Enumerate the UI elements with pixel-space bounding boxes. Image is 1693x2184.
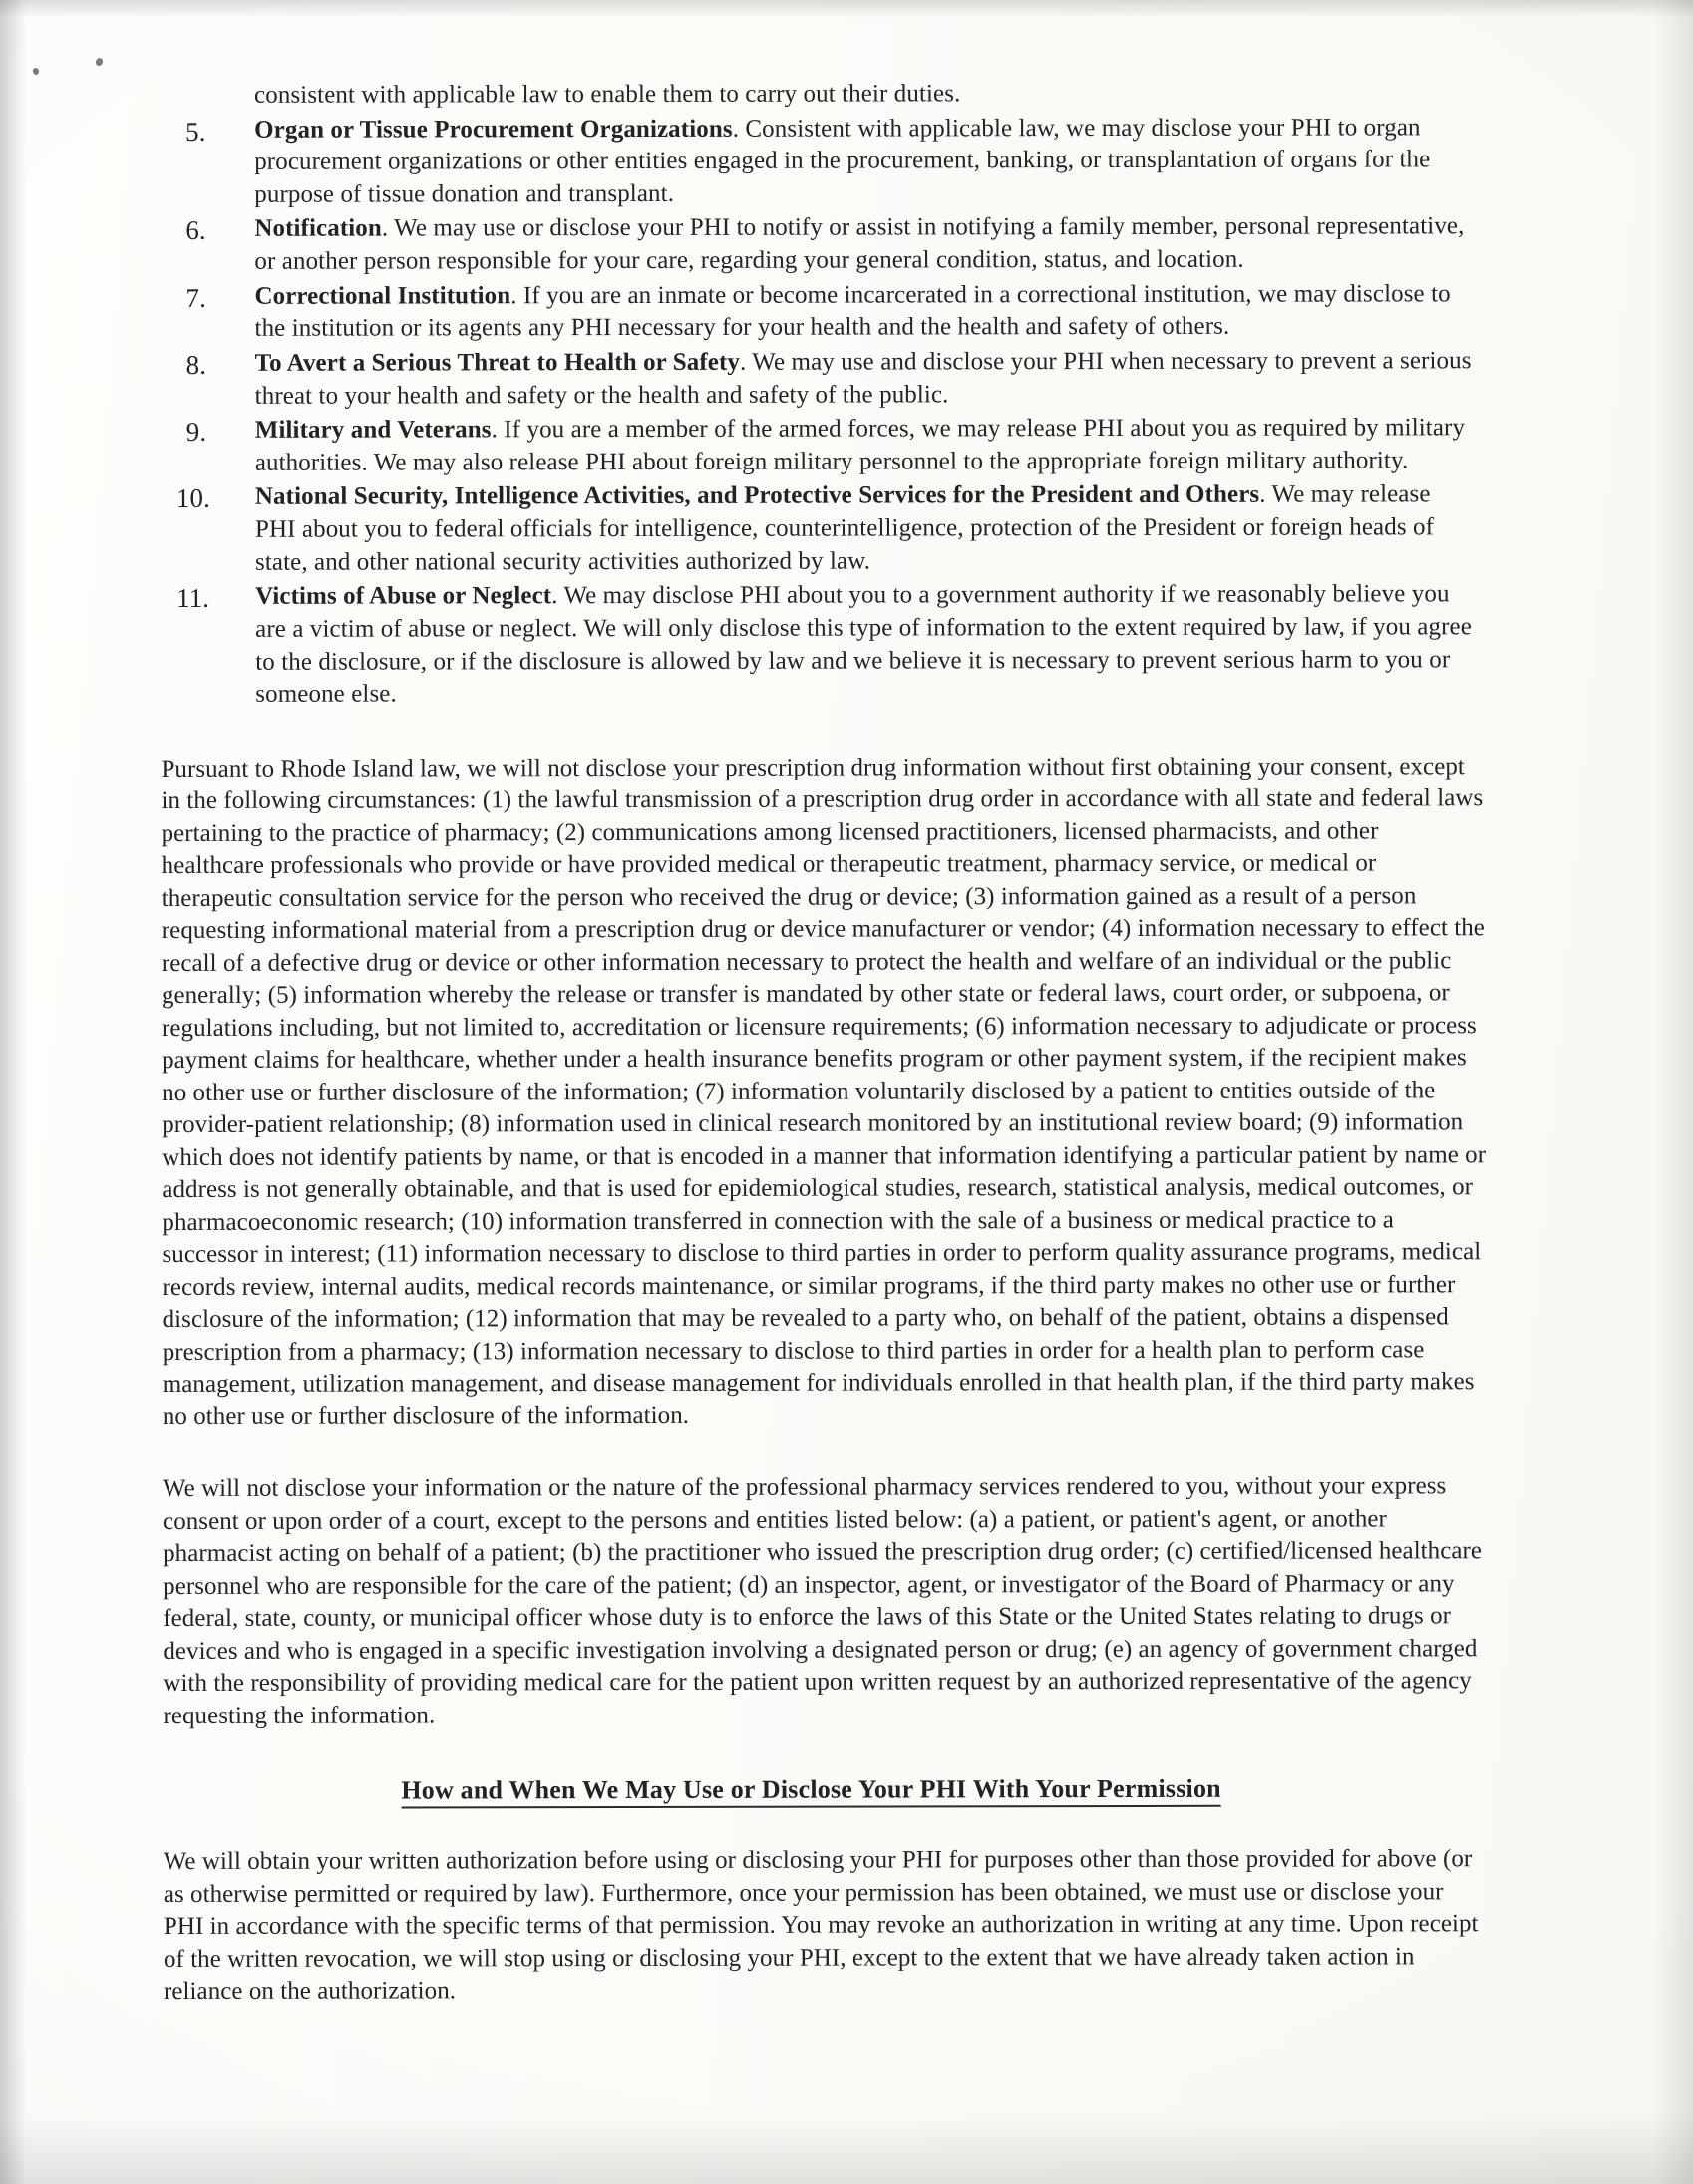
list-item (161, 479, 1477, 580)
list-item-text: . If you are a member of the armed forces, we may release PHI about you as required by military authorities. We may also release PHI about foreign military personnel to the appropriate foreign military authority. (254, 414, 1466, 476)
list-item (161, 578, 1477, 711)
list-item-text: . We may release PHI about you to federal officials for intelligence, counterintelligence, protection of the President or foreign heads of state, and other national security activities authorized by law. (254, 480, 1435, 576)
continued-sentence-from-previous-page: consistent with applicable law to enable them to carry out their duties. (254, 80, 961, 109)
list-item (160, 278, 1476, 346)
list-item-number: 8. (185, 349, 207, 380)
scan-artifact-speck (32, 67, 40, 76)
scan-edge-shadow-top (0, 0, 1693, 18)
list-item (160, 112, 1476, 212)
list-item (160, 211, 1476, 279)
list-item-number: 5. (185, 116, 206, 147)
list-item-number: 10. (175, 483, 210, 514)
list-item-number: 6. (185, 215, 206, 246)
document-body (160, 77, 1539, 2009)
section-heading (164, 1774, 1460, 1807)
list-item-text: . We may disclose PHI about you to a government authority if we reasonably believe you are a victim of abuse or neglect. We will only disclose this type of information to the extent required by law, if you agree to the disclosure, or if the disclosure is allowed by law and we believe it is necessary to prevent serious harm to you or someone else. (255, 580, 1472, 708)
scan-edge-shadow-right (1653, 0, 1693, 2184)
list-item-number: 7. (185, 282, 206, 313)
list-item-term: National Security, Intelligence Activities, and Protective Services for the President and Others (254, 481, 1260, 511)
pharmacy-services-disclosure-paragraph: We will not disclose your information or the nature of the professional pharmacy services rendered to you, without your express consent or upon order of a court, except to the persons and entities listed below: (a) a patient, or patient's agent, or another pharmacist acting on behalf of a patient; (b) the practitioner who issued the prescription drug order; (c) certified/licensed healthcare personnel who are responsible for the care of the patient; (d) an inspector, agent, or investigator of the Board of Pharmacy or any federal, state, county, or municipal officer whose duty is to enforce the laws of this State or the United States relating to drugs or devices and who is engaged in a specific investigation involving a designated person or drug; (e) an agency of government charged with the responsibility of providing medical care for the patient upon written request by an authorized representative of the agency requesting the information. (162, 1472, 1483, 1729)
list-item-text: . Consistent with applicable law, we may disclose your PHI to organ procurement organizations or other entities engaged in the procurement, banking, or transplantation of organs for the purpose of tissue donation and transplant. (254, 113, 1431, 208)
scan-edge-shadow-bottom (0, 2114, 1693, 2184)
list-item-term: Notification (254, 214, 382, 243)
list-item-term: To Avert a Serious Threat to Health or Safety (254, 348, 741, 377)
scan-artifact-speck (95, 57, 105, 67)
list-item-term: Victims of Abuse or Neglect (255, 582, 552, 611)
list-item-term: Organ or Tissue Procurement Organizations (254, 115, 733, 144)
written-authorization-paragraph: We will obtain your written authorization before using or disclosing your PHI for purposes other than those provided for above (or as otherwise permitted or required by law). Furthermore, once your permission has been obtained, we must use or disclose your PHI in accordance with the specific terms of that permission. You may revoke an authorization in writing at any time. Upon receipt of the written revocation, we will stop using or disclosing your PHI, except to the extent that we have already taken action in reliance on the authorization. (163, 1845, 1479, 2006)
permitted-disclosures-list (160, 112, 1477, 712)
list-item-number: 9. (185, 417, 207, 448)
list-item-text: . We may use and disclose your PHI when necessary to prevent a serious threat to your health and safety or the health and safety of the public. (254, 347, 1472, 410)
list-item-text: . If you are an inmate or become incarcerated in a correctional institution, we may disclose to the institution or its agents any PHI necessary for your health and the health and safety of others. (254, 279, 1451, 343)
list-item (161, 345, 1477, 413)
list-item-term: Military and Veterans (254, 416, 492, 444)
list-item-number: 11. (176, 583, 210, 614)
list-item-term: Correctional Institution (254, 281, 511, 310)
rhode-island-prescription-drug-paragraph: Pursuant to Rhode Island law, we will not disclose your prescription drug information without first obtaining your consent, except in the following circumstances: (1) the lawful transmission of a prescription drug order in accordance with all state and federal laws pertaining to the practice of pharmacy; (2) communications among licensed practitioners, licensed pharmacists, and other healthcare professionals who provide or have provided medical or therapeutic treatment, pharmacy service, or medical or therapeutic consultation service for the person who received the drug or device; (3) information gained as a result of a person requesting informational material from a prescription drug or device manufacturer or vendor; (4) information necessary to effect the recall of a defective drug or device or other information necessary to protect the health and welfare of an individual or the public generally; (5) information whereby the release or transfer is mandated by other state or federal laws, court order, or subpoena, or regulations including, but not limited to, accreditation or licensure requirements; (6) information necessary to adjudicate or process payment claims for healthcare, whether under a health insurance benefits program or other payment system, if the recipient makes no other use or further disclosure of the information; (7) information voluntarily disclosed by a patient to entities outside of the provider-patient relationship; (8) information used in clinical research monitored by an institutional review board; (9) information which does not identify patients by name, or that is encoded in a manner that information identifying a particular patient by name or address is not generally obtainable, and that is used for epidemiological studies, research, statistical analysis, medical outcomes, or pharmacoeconomic research; (10) information transferred in connection with the sale of a business or medical practice to a successor in interest; (11) information necessary to disclose to third parties in order to perform quality assurance programs, medical records review, internal audits, medical records maintenance, or similar programs, if the third party makes no other use or further disclosure of the information; (12) information that may be revealed to a party who, on behalf of the patient, obtains a dispensed prescription from a pharmacy; (13) information necessary to disclose to third parties in order for a health plan to perform case management, utilization management, and disease management for individuals enrolled in that health plan, if the third party makes no other use or further disclosure of the information. (161, 753, 1487, 1430)
list-item-text: . We may use or disclose your PHI to notify or assist in notifying a family member, personal representative, or another person responsible for your care, regarding your general condition, status, and location. (254, 212, 1465, 275)
list-item (161, 412, 1477, 479)
scan-edge-shadow-left (0, 0, 26, 2184)
section-heading-text: How and When We May Use or Disclose Your PHI With Your Permission (401, 1774, 1221, 1809)
